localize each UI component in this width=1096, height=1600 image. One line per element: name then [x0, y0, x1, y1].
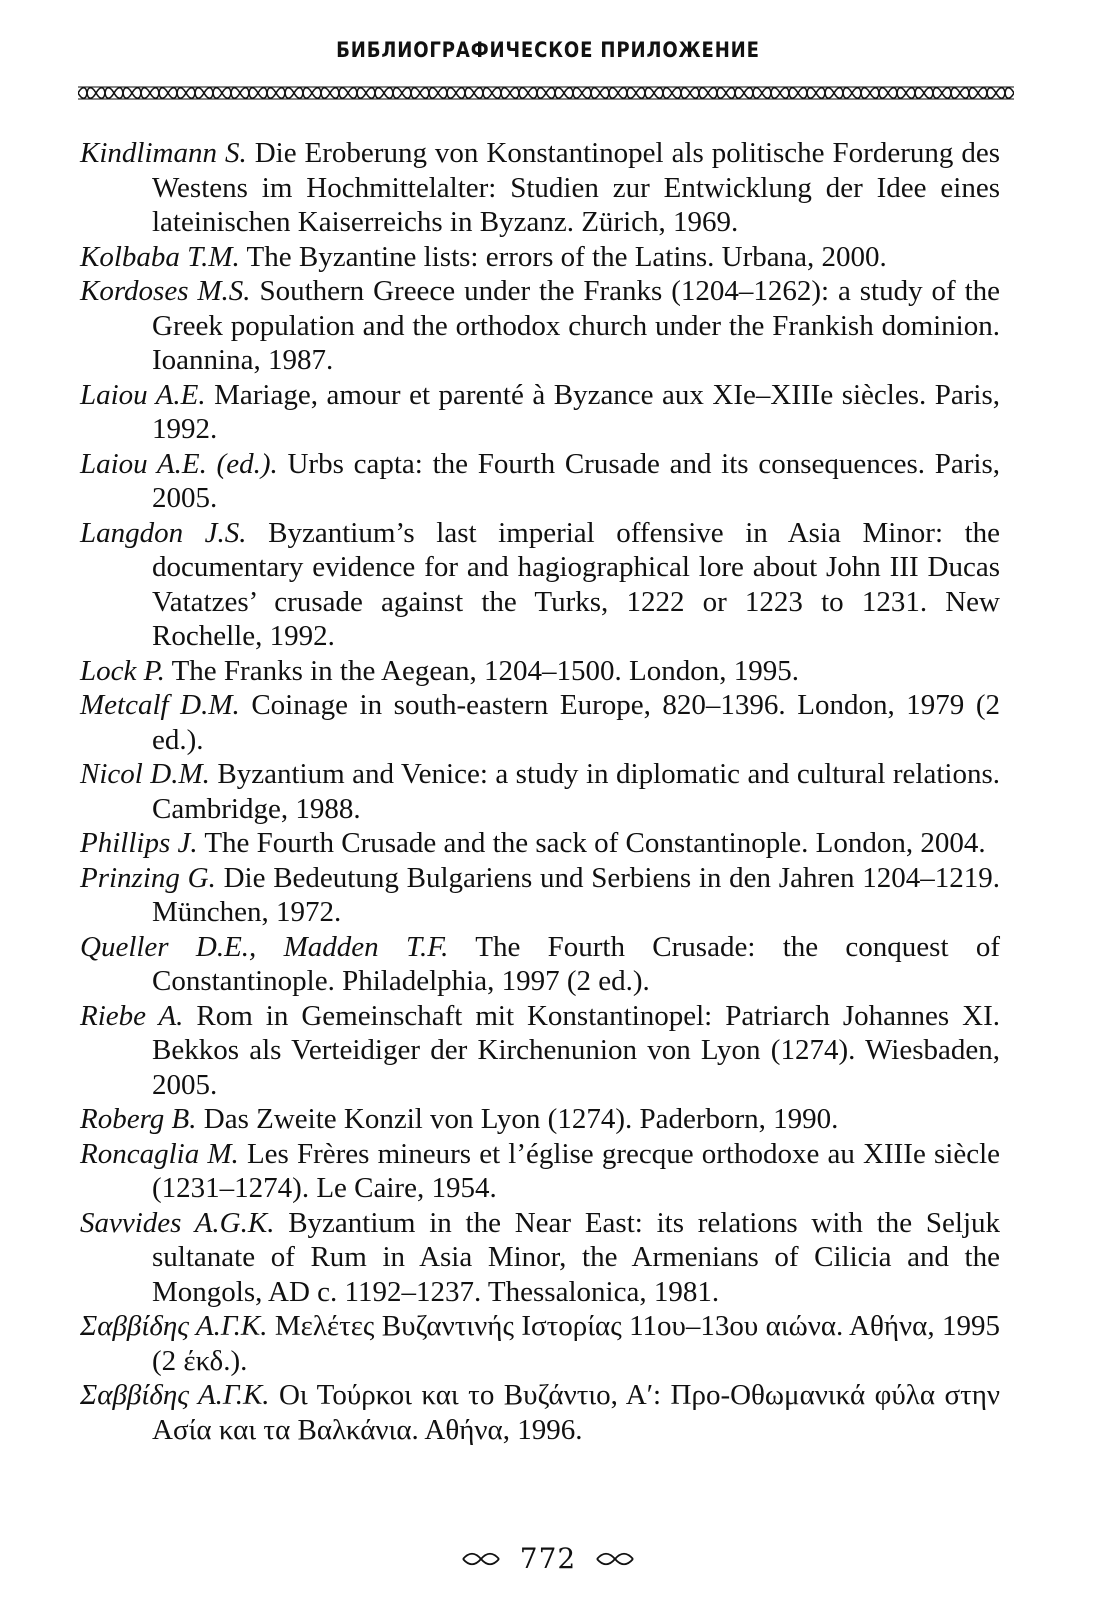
entry-author: Nicol D.M. [80, 758, 210, 790]
page-footer [0, 1540, 1096, 1575]
ornamental-band [78, 86, 1014, 100]
entry-text: The Fourth Crusade and the sack of Constantinople. London, 2004. [197, 827, 986, 859]
entry-author: Roberg B. [80, 1103, 197, 1135]
bibliography-entry [80, 136, 1000, 240]
entry-text: Die Bedeutung Bulgariens und Serbiens in den Jahren 1204–1219. München, 1972. [152, 861, 1000, 928]
entry-text: Mariage, amour et parenté à Byzance aux XIe–XIIIe siècles. Paris, 1992. [152, 378, 1001, 445]
bibliography-entry [80, 240, 1000, 275]
bibliography-entry [80, 516, 1000, 654]
entry-text: Southern Greece under the Franks (1204–1262): a study of the Greek population and the orthodox church under the Frankish dominion. Ioannina, 1987. [152, 275, 1000, 376]
bibliography-entry [80, 447, 1000, 516]
page-number: 772 [519, 1542, 577, 1575]
entry-text: Μελέτες Βυζαντινής Ιστορίας 11ου–13ου αιώνα. Αθήνα, 1995 (2 έκδ.). [152, 1310, 1000, 1377]
entry-text: Rom in Gemeinschaft mit Konstantinopel: Patriarch Johannes XI. Bekkos als Verteidiger der Kirchenunion von Lyon (1274). Wiesbaden, 2005. [152, 999, 1000, 1101]
entry-author: Kindlimann S. [80, 137, 247, 169]
footer-ornament-right [595, 1552, 635, 1566]
entry-author: Savvides A.G.K. [80, 1206, 275, 1239]
entry-author: Kolbaba T.M. [80, 240, 240, 273]
entry-text: Byzantium and Venice: a study in diplomatic and cultural relations. Cambridge, 1988. [152, 758, 1000, 825]
bibliography-entry [80, 1309, 1000, 1378]
entry-text: Das Zweite Konzil von Lyon (1274). Paderborn, 1990. [196, 1103, 839, 1135]
entry-author: Lock P. [80, 654, 165, 687]
bibliography-entry [80, 1206, 1000, 1310]
bibliography-entry [80, 274, 1000, 378]
entry-text: Οι Τούρκοι και το Βυζάντιο, Α′: Προ-Οθωμανικά φύλα στην Ασία και τα Βαλκάνια. Αθήνα, 1996. [152, 1379, 1001, 1446]
entry-author: Laiou A.E. (ed.). [80, 447, 278, 480]
bibliography-entry [80, 688, 1000, 757]
entry-text: Byzantium’s last imperial offensive in Asia Minor: the documentary evidence for and hagiographical lore about John III Ducas Vatatzes’ crusade against the Turks, 1222 or 1223 to 1231. New Rochelle, 1992. [152, 516, 1000, 652]
entry-text: The Fourth Crusade: the conquest of Constantinople. Philadelphia, 1997 (2 ed.). [152, 930, 1000, 997]
bibliography-entry [80, 1102, 1000, 1137]
bibliography-list [80, 136, 1000, 1447]
bibliography-entry [80, 999, 1000, 1103]
bibliography-entry [80, 1378, 1000, 1447]
entry-text: Die Eroberung von Konstantinopel als politische Forderung des Westens im Hochmittelalter: Studien zur Entwicklung der Idee eines lateinischen Kaiserreichs in Byzanz. Zürich, 1969. [152, 137, 1000, 238]
entry-author: Phillips J. [80, 827, 198, 859]
bibliography-entry [80, 757, 1000, 826]
entry-author: Riebe A. [80, 999, 184, 1032]
entry-author: Metcalf D.M. [80, 689, 240, 721]
entry-text: The Franks in the Aegean, 1204–1500. London, 1995. [164, 654, 800, 687]
entry-author: Kordoses M.S. [80, 275, 251, 307]
entry-author: Σαββίδης Α.Γ.Κ. [80, 1310, 268, 1342]
bibliography-entry [80, 654, 1000, 689]
entry-author: Laiou A.E. [80, 378, 206, 411]
entry-author: Prinzing G. [80, 861, 216, 894]
bibliography-entry [80, 378, 1000, 447]
bibliography-entry [80, 826, 1000, 861]
bibliography-entry [80, 930, 1000, 999]
entry-text: The Byzantine lists: errors of the Latins. Urbana, 2000. [239, 240, 887, 273]
entry-text: Coinage in south-eastern Europe, 820–1396. London, 1979 (2 ed.). [152, 689, 1000, 756]
bibliography-entry [80, 861, 1000, 930]
bibliography-entry [80, 1137, 1000, 1206]
entry-author: Langdon J.S. [80, 516, 247, 549]
running-head: БИБЛИОГРАФИЧЕСКОЕ ПРИЛОЖЕНИЕ [336, 38, 760, 62]
footer-ornament-left [461, 1552, 501, 1566]
entry-author: Σαββίδης Α.Γ.Κ. [80, 1379, 270, 1411]
entry-author: Queller D.E., Madden T.F. [80, 930, 449, 963]
entry-text: Byzantium in the Near East: its relations with the Seljuk sultanate of Rum in Asia Minor, the Armenians of Cilicia and the Mongols, AD c. 1192–1237. Thessalonica, 1981. [152, 1206, 1000, 1308]
entry-author: Roncaglia M. [80, 1137, 239, 1170]
entry-text: Urbs capta: the Fourth Crusade and its consequences. Paris, 2005. [152, 447, 1000, 514]
entry-text: Les Frères mineurs et l’église grecque orthodoxe au XIIIe siècle (1231–1274). Le Caire, 1954. [152, 1137, 1001, 1204]
